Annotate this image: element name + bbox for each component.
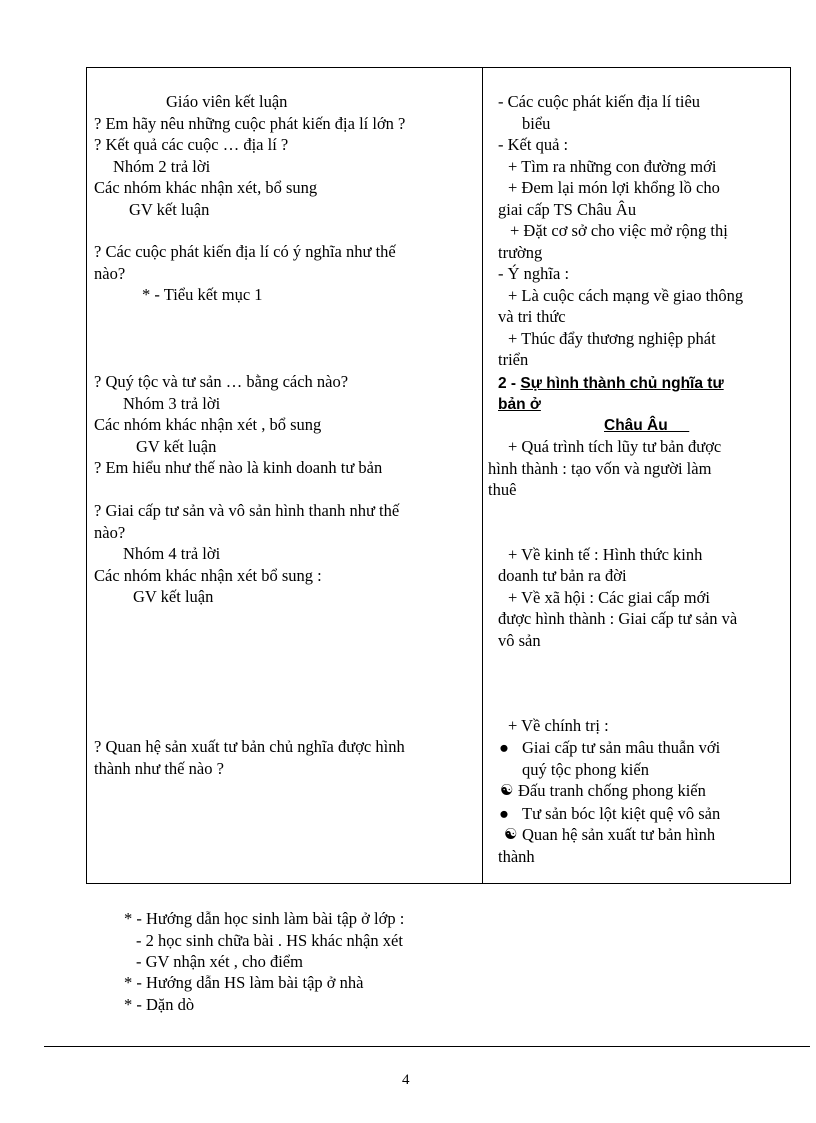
- right-line: Quan hệ sản xuất tư bản hình: [522, 825, 716, 844]
- section-title-place: Châu Âu: [604, 417, 690, 434]
- yin-yang-icon: ☯: [504, 827, 518, 843]
- left-line: ? Các cuộc phát kiến địa lí có ý nghĩa như thế: [94, 242, 396, 261]
- left-line: GV kết luận: [129, 200, 210, 219]
- left-line: ? Quý tộc và tư sản … bằng cách nào?: [94, 372, 349, 391]
- right-line: + Về kinh tế : Hình thức kinh: [508, 545, 703, 564]
- left-line: GV kết luận: [136, 437, 217, 456]
- right-line: trường: [498, 243, 543, 262]
- right-line: biểu: [522, 114, 551, 133]
- right-line: thành: [498, 847, 535, 866]
- right-line: hình thành : tạo vốn và người làm: [488, 459, 712, 478]
- section-number: 2 -: [498, 375, 521, 392]
- left-line: thành như thế nào ?: [94, 759, 224, 778]
- footer-rule: [44, 1046, 810, 1047]
- left-line: Các nhóm khác nhận xét, bổ sung: [94, 178, 318, 197]
- right-line: được hình thành : Giai cấp tư sản và: [498, 609, 738, 628]
- left-line: nào?: [94, 523, 126, 542]
- right-line: + Về xã hội : Các giai cấp mới: [508, 588, 710, 607]
- section-title: Sự hình thành chủ nghĩa tư: [520, 375, 724, 392]
- right-line: giai cấp TS Châu Âu: [498, 200, 637, 219]
- left-line: Nhóm 2 trả lời: [113, 157, 211, 176]
- right-line: + Tìm ra những con đường mới: [508, 157, 717, 176]
- bullet-icon: ●: [499, 804, 509, 823]
- column-divider: [482, 68, 483, 883]
- right-line: + Đem lại món lợi khổng lồ cho: [508, 178, 720, 197]
- homework-line: * - Dặn dò: [124, 995, 195, 1014]
- left-line: ? Quan hệ sản xuất tư bản chủ nghĩa được hình: [94, 737, 405, 756]
- left-line: Nhóm 4 trả lời: [123, 544, 221, 563]
- right-line: quý tộc phong kiến: [522, 760, 649, 779]
- homework-line: - GV nhận xét , cho điểm: [136, 952, 303, 971]
- right-line: Tư sản bóc lột kiệt quệ vô sản: [522, 804, 721, 823]
- right-line: + Quá trình tích lũy tư bản được: [508, 437, 722, 456]
- right-line: triển: [498, 350, 529, 369]
- left-line: GV kết luận: [133, 587, 214, 606]
- left-line: Các nhóm khác nhận xét , bổ sung: [94, 415, 322, 434]
- right-line: + Thúc đẩy thương nghiệp phát: [508, 329, 716, 348]
- right-line: vô sản: [498, 631, 541, 650]
- right-line: Giai cấp tư sản mâu thuẫn với: [522, 738, 721, 757]
- left-line: Các nhóm khác nhận xét bổ sung :: [94, 566, 322, 585]
- page-number: 4: [402, 1072, 410, 1088]
- left-line: Giáo viên kết luận: [166, 92, 288, 111]
- right-line: - Kết quả :: [498, 135, 569, 154]
- left-line: nào?: [94, 264, 126, 283]
- left-line: ? Em hiểu như thế nào là kinh doanh tư bản: [94, 458, 383, 477]
- right-line: và tri thức: [498, 307, 566, 326]
- right-line: Đấu tranh chống phong kiến: [518, 781, 706, 800]
- yin-yang-icon: ☯: [500, 783, 514, 799]
- homework-line: * - Hướng dẫn học sinh làm bài tập ở lớp :: [124, 909, 405, 928]
- section-title-cont: bản ở: [498, 396, 541, 413]
- bullet-icon: ●: [499, 738, 509, 757]
- right-line: doanh tư bản ra đời: [498, 566, 627, 585]
- lesson-table: [86, 67, 791, 884]
- homework-line: - 2 học sinh chữa bài . HS khác nhận xét: [136, 931, 403, 950]
- right-line: + Là cuộc cách mạng về giao thông: [508, 286, 744, 305]
- right-line: + Về chính trị :: [508, 716, 609, 735]
- left-line: ? Giai cấp tư sản và vô sản hình thanh như thế: [94, 501, 400, 520]
- left-line: Nhóm 3 trả lời: [123, 394, 221, 413]
- left-line: * - Tiểu kết mục 1: [142, 285, 263, 304]
- homework-line: * - Hướng dẫn HS làm bài tập ở nhà: [124, 973, 364, 992]
- section-heading: [498, 372, 724, 394]
- left-line: ? Kết quả các cuộc … địa lí ?: [94, 135, 289, 154]
- right-line: - Các cuộc phát kiến địa lí tiêu: [498, 92, 701, 111]
- right-line: thuê: [488, 480, 517, 499]
- right-line: + Đặt cơ sở cho việc mở rộng thị: [510, 221, 728, 240]
- left-line: ? Em hãy nêu những cuộc phát kiến địa lí lớn ?: [94, 114, 406, 133]
- right-line: - Ý nghĩa :: [498, 264, 570, 283]
